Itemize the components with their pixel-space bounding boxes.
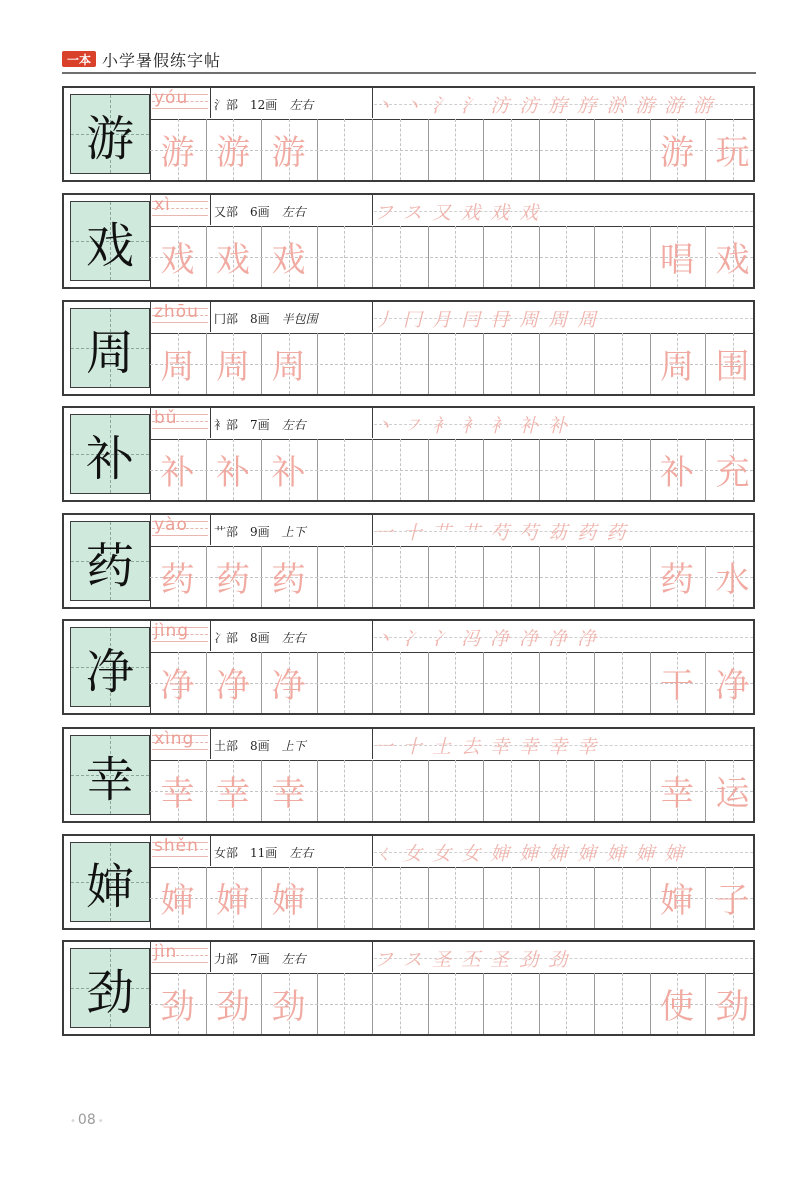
model-character: 补 [85,430,134,487]
trace-character: 药 [271,560,306,600]
stroke-order: フ ス 圣 丕 圣 劲 劲 [374,948,570,971]
pinyin-lines [152,837,208,867]
practice-row [62,406,755,502]
trace-character: 婶 [216,881,250,921]
word-character: 子 [715,881,750,921]
model-character-cell [70,94,150,174]
practice-row [62,619,755,715]
structure-label: 左右 [289,97,314,112]
tracing-grid [150,652,753,713]
pinyin-lines [152,303,208,333]
model-character-cell [70,948,150,1028]
model-character: 幸 [85,751,134,808]
structure-label: 上下 [281,738,306,753]
pinyin-text: bǔ [154,408,178,428]
trace-character: 婶 [271,881,306,921]
pinyin-lines [152,89,208,119]
character-info [214,731,370,759]
pinyin-text: shěn [154,836,199,856]
stroke-count: 12画 [250,97,278,112]
word-character: 干 [660,666,694,706]
radical-label: 艹部 [214,524,239,539]
structure-label: 上下 [281,524,306,539]
stroke-order: 丶 ㇇ 衤 衤 衤 补 补 [374,414,570,437]
pinyin-lines [152,730,208,760]
tracing-grid [150,760,753,821]
trace-character: 劲 [271,987,306,1027]
pinyin-text: jìng [154,621,190,641]
trace-character: 戏 [160,240,195,280]
trace-character: 戏 [271,240,306,280]
structure-label: 左右 [281,630,306,645]
trace-character: 游 [271,133,306,173]
structure-label: 左右 [281,951,306,966]
practice-row [62,834,755,930]
model-character: 净 [85,643,134,700]
word-character: 药 [660,560,694,600]
trace-character: 补 [216,453,250,493]
character-info [214,90,370,118]
trace-character: 周 [216,347,250,387]
word-character: 婶 [660,881,694,921]
practice-row [62,940,755,1036]
character-info [214,197,370,225]
word-character: 运 [715,774,750,814]
trace-character: 婶 [160,881,195,921]
model-character-cell [70,414,150,494]
trace-character: 游 [216,133,250,173]
radical-label: 氵部 [214,97,239,112]
stroke-count: 11画 [250,845,278,860]
tracing-grid [150,546,753,607]
stroke-order: 一 十 土 去 幸 幸 幸 幸 [374,735,599,758]
stroke-count: 7画 [250,417,270,432]
pinyin-text: xìng [154,729,195,749]
model-character-cell [70,521,150,601]
structure-label: 左右 [281,417,306,432]
series-badge: 一本 [62,51,96,67]
page-number: • 08 • [70,1112,104,1128]
header-rule [62,72,756,74]
word-character: 围 [715,347,750,387]
stroke-order: 一 十 艹 艹 芍 芍 苭 药 药 [374,521,628,544]
model-character: 游 [85,110,134,167]
page-header [62,48,221,70]
tracing-grid [150,333,753,394]
trace-character: 幸 [271,774,306,814]
word-character: 唱 [660,240,694,280]
trace-character: 幸 [160,774,195,814]
practice-row [62,86,755,182]
word-character: 戏 [715,240,750,280]
pinyin-lines [152,196,208,226]
stroke-count: 8画 [250,630,270,645]
character-info [214,944,370,972]
tracing-grid [150,119,753,180]
model-character: 药 [85,537,134,594]
trace-character: 周 [160,347,195,387]
trace-character: 药 [160,560,195,600]
structure-label: 左右 [289,845,314,860]
word-character: 净 [715,666,750,706]
trace-character: 劲 [160,987,195,1027]
practice-row [62,300,755,396]
stroke-order: ㄑ 女 女 女 婶 婶 婶 婶 婶 婶 婶 [374,842,686,865]
pinyin-text: zhōu [154,302,199,322]
tracing-grid [150,226,753,287]
character-info [214,517,370,545]
radical-label: 土部 [214,738,239,753]
pinyin-text: yóu [154,88,189,108]
radical-label: 女部 [214,845,239,860]
model-character-cell [70,627,150,707]
trace-character: 周 [271,347,306,387]
stroke-order: 丶 丶 氵 氵 汸 汸 斿 斿 淤 游 游 游 [374,94,715,117]
model-character: 周 [85,324,134,381]
word-character: 周 [660,347,694,387]
model-character-cell [70,842,150,922]
character-info [214,304,370,332]
model-character: 婶 [85,858,134,915]
trace-character: 药 [216,560,250,600]
stroke-count: 8画 [250,311,270,326]
tracing-grid [150,973,753,1034]
model-character-cell [70,201,150,281]
pinyin-text: xì [154,195,171,215]
stroke-count: 9画 [250,524,270,539]
radical-label: 冂部 [214,311,239,326]
practice-row [62,727,755,823]
stroke-order: 丶 冫 冫 冯 净 净 净 净 [374,627,599,650]
tracing-grid [150,439,753,500]
radical-label: 力部 [214,951,239,966]
structure-label: 半包围 [281,311,318,326]
word-character: 使 [660,987,694,1027]
trace-character: 净 [160,666,195,706]
structure-label: 左右 [281,204,306,219]
stroke-count: 7画 [250,951,270,966]
word-character: 水 [715,560,750,600]
book-title: 小学暑假练字帖 [102,50,222,70]
trace-character: 戏 [216,240,250,280]
trace-character: 补 [160,453,195,493]
radical-label: 又部 [214,204,239,219]
trace-character: 劲 [216,987,250,1027]
word-character: 充 [715,453,750,493]
model-character-cell [70,308,150,388]
trace-character: 净 [216,666,250,706]
character-info [214,410,370,438]
stroke-count: 6画 [250,204,270,219]
practice-row [62,193,755,289]
pinyin-text: yào [154,515,188,535]
character-info [214,623,370,651]
character-info [214,838,370,866]
model-character: 劲 [85,964,134,1021]
pinyin-lines [152,943,208,973]
word-character: 幸 [660,774,694,814]
trace-character: 净 [271,666,306,706]
trace-character: 幸 [216,774,250,814]
tracing-grid [150,867,753,928]
trace-character: 补 [271,453,306,493]
pinyin-lines [152,622,208,652]
model-character-cell [70,735,150,815]
stroke-order: フ ス 又 戏 戏 戏 [374,201,541,224]
stroke-count: 8画 [250,738,270,753]
radical-label: 冫部 [214,630,239,645]
stroke-order: 丿 冂 月 冃 冄 周 周 周 [374,308,599,331]
word-character: 补 [660,453,694,493]
model-character: 戏 [85,217,134,274]
pinyin-lines [152,409,208,439]
word-character: 玩 [715,133,750,173]
practice-row [62,513,755,609]
trace-character: 游 [160,133,195,173]
pinyin-text: jìn [154,942,178,962]
radical-label: 衤部 [214,417,239,432]
word-character: 劲 [715,987,750,1027]
word-character: 游 [660,133,694,173]
pinyin-lines [152,516,208,546]
